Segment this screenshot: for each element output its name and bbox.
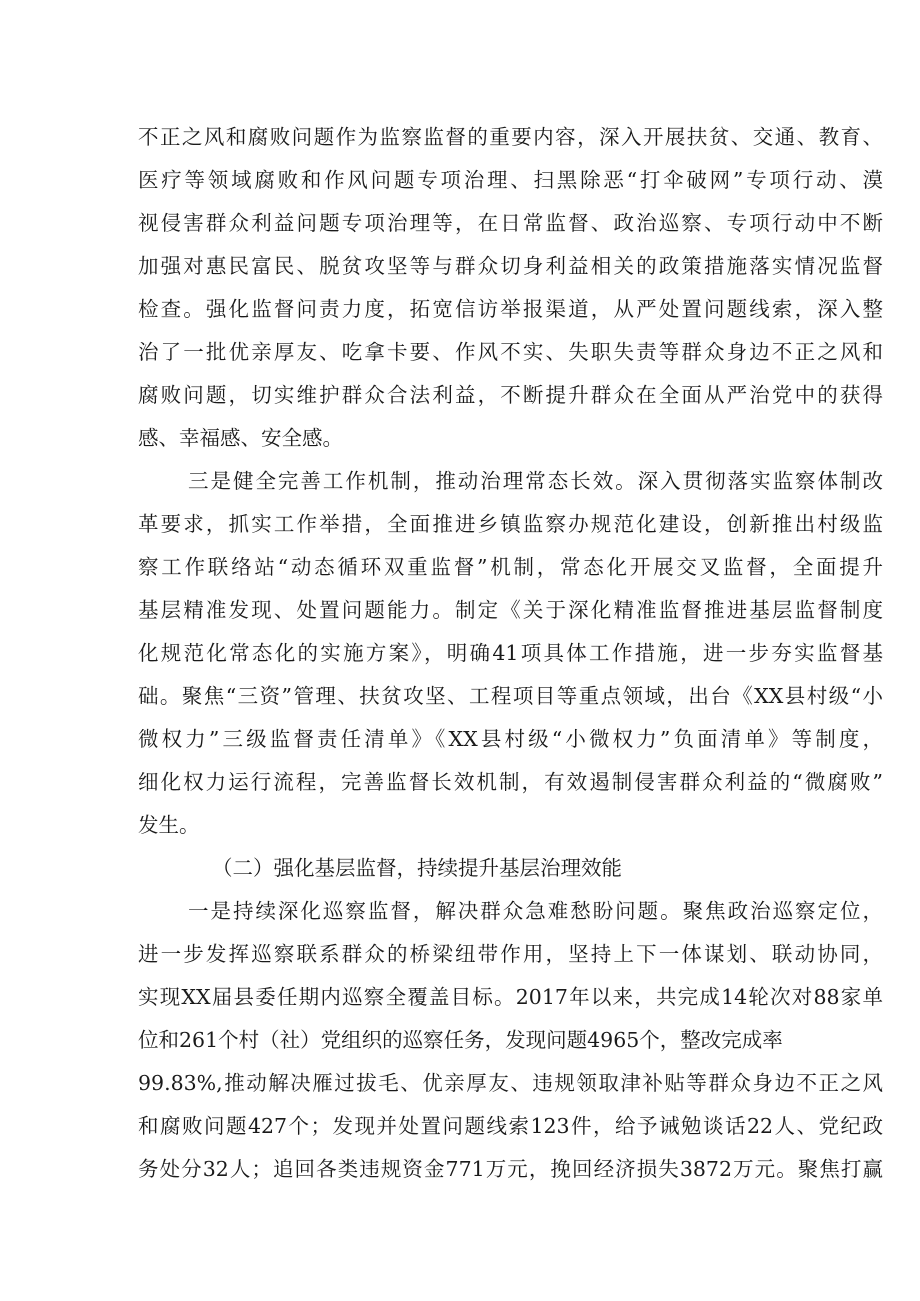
paragraph-line: 进一步发挥巡察联系群众的桥梁纽带作用，坚持上下一体谋划、联动协同，: [138, 942, 883, 966]
section-heading: （二）强化基层监督，持续提升基层治理效能: [212, 856, 622, 880]
paragraph-line: 发生。: [138, 813, 200, 837]
paragraph-line: 不正之风和腐败问题作为监察监督的重要内容，深入开展扶贫、交通、教育、: [138, 125, 883, 149]
paragraph-line: 务处分32人；追回各类违规资金771万元，挽回经济损失3872万元。聚焦打赢: [138, 1157, 883, 1181]
paragraph-line: 基层精准发现、处置问题能力。制定《关于深化精准监督推进基层监督制度: [138, 598, 883, 622]
paragraph-line: 础。聚焦“三资”管理、扶贫攻坚、工程项目等重点领域，出台《XX县村级“小: [138, 684, 883, 708]
paragraph-line: 加强对惠民富民、脱贫攻坚等与群众切身利益相关的政策措施落实情况监督: [138, 254, 883, 278]
paragraph-line: 医疗等领域腐败和作风问题专项治理、扫黑除恶“打伞破网”专项行动、漠: [138, 168, 883, 192]
paragraph-first-line: 三是健全完善工作机制，推动治理常态长效。深入贯彻落实监察体制改: [188, 469, 883, 493]
paragraph-line: 治了一批优亲厚友、吃拿卡要、作风不实、失职失责等群众身边不正之风和: [138, 340, 883, 364]
paragraph-line: 实现XX届县委任期内巡察全覆盖目标。2017年以来，共完成14轮次对88家单: [138, 985, 883, 1009]
paragraph-line: 细化权力运行流程，完善监督长效机制，有效遏制侵害群众利益的“微腐败”: [138, 770, 883, 794]
paragraph-line: 化规范化常态化的实施方案》，明确41项具体工作措施，进一步夯实监督基: [138, 641, 883, 665]
paragraph-line: 察工作联络站“动态循环双重监督”机制，常态化开展交叉监督，全面提升: [138, 555, 883, 579]
paragraph-line: 革要求，抓实工作举措，全面推进乡镇监察办规范化建设，创新推出村级监: [138, 512, 883, 536]
paragraph-line: 和腐败问题427个；发现并处置问题线索123件，给予诫勉谈话22人、党纪政: [138, 1114, 883, 1138]
paragraph-line: 腐败问题，切实维护群众合法利益，不断提升群众在全面从严治党中的获得: [138, 383, 883, 407]
paragraph-first-line: 一是持续深化巡察监督，解决群众急难愁盼问题。聚焦政治巡察定位，: [188, 899, 883, 923]
paragraph-line: 视侵害群众利益问题专项治理等，在日常监督、政治巡察、专项行动中不断: [138, 211, 883, 235]
paragraph-line: 99.83%,推动解决雁过拔毛、优亲厚友、违规领取津补贴等群众身边不正之风: [138, 1071, 883, 1095]
paragraph-line: 微权力”三级监督责任清单》《XX县村级“小微权力”负面清单》等制度，: [138, 727, 883, 751]
paragraph-line: 位和261个村（社）党组织的巡察任务，发现问题4965个，整改完成率: [138, 1028, 783, 1052]
paragraph-line: 检查。强化监督问责力度，拓宽信访举报渠道，从严处置问题线索，深入整: [138, 297, 883, 321]
paragraph-line: 感、幸福感、安全感。: [138, 426, 343, 450]
